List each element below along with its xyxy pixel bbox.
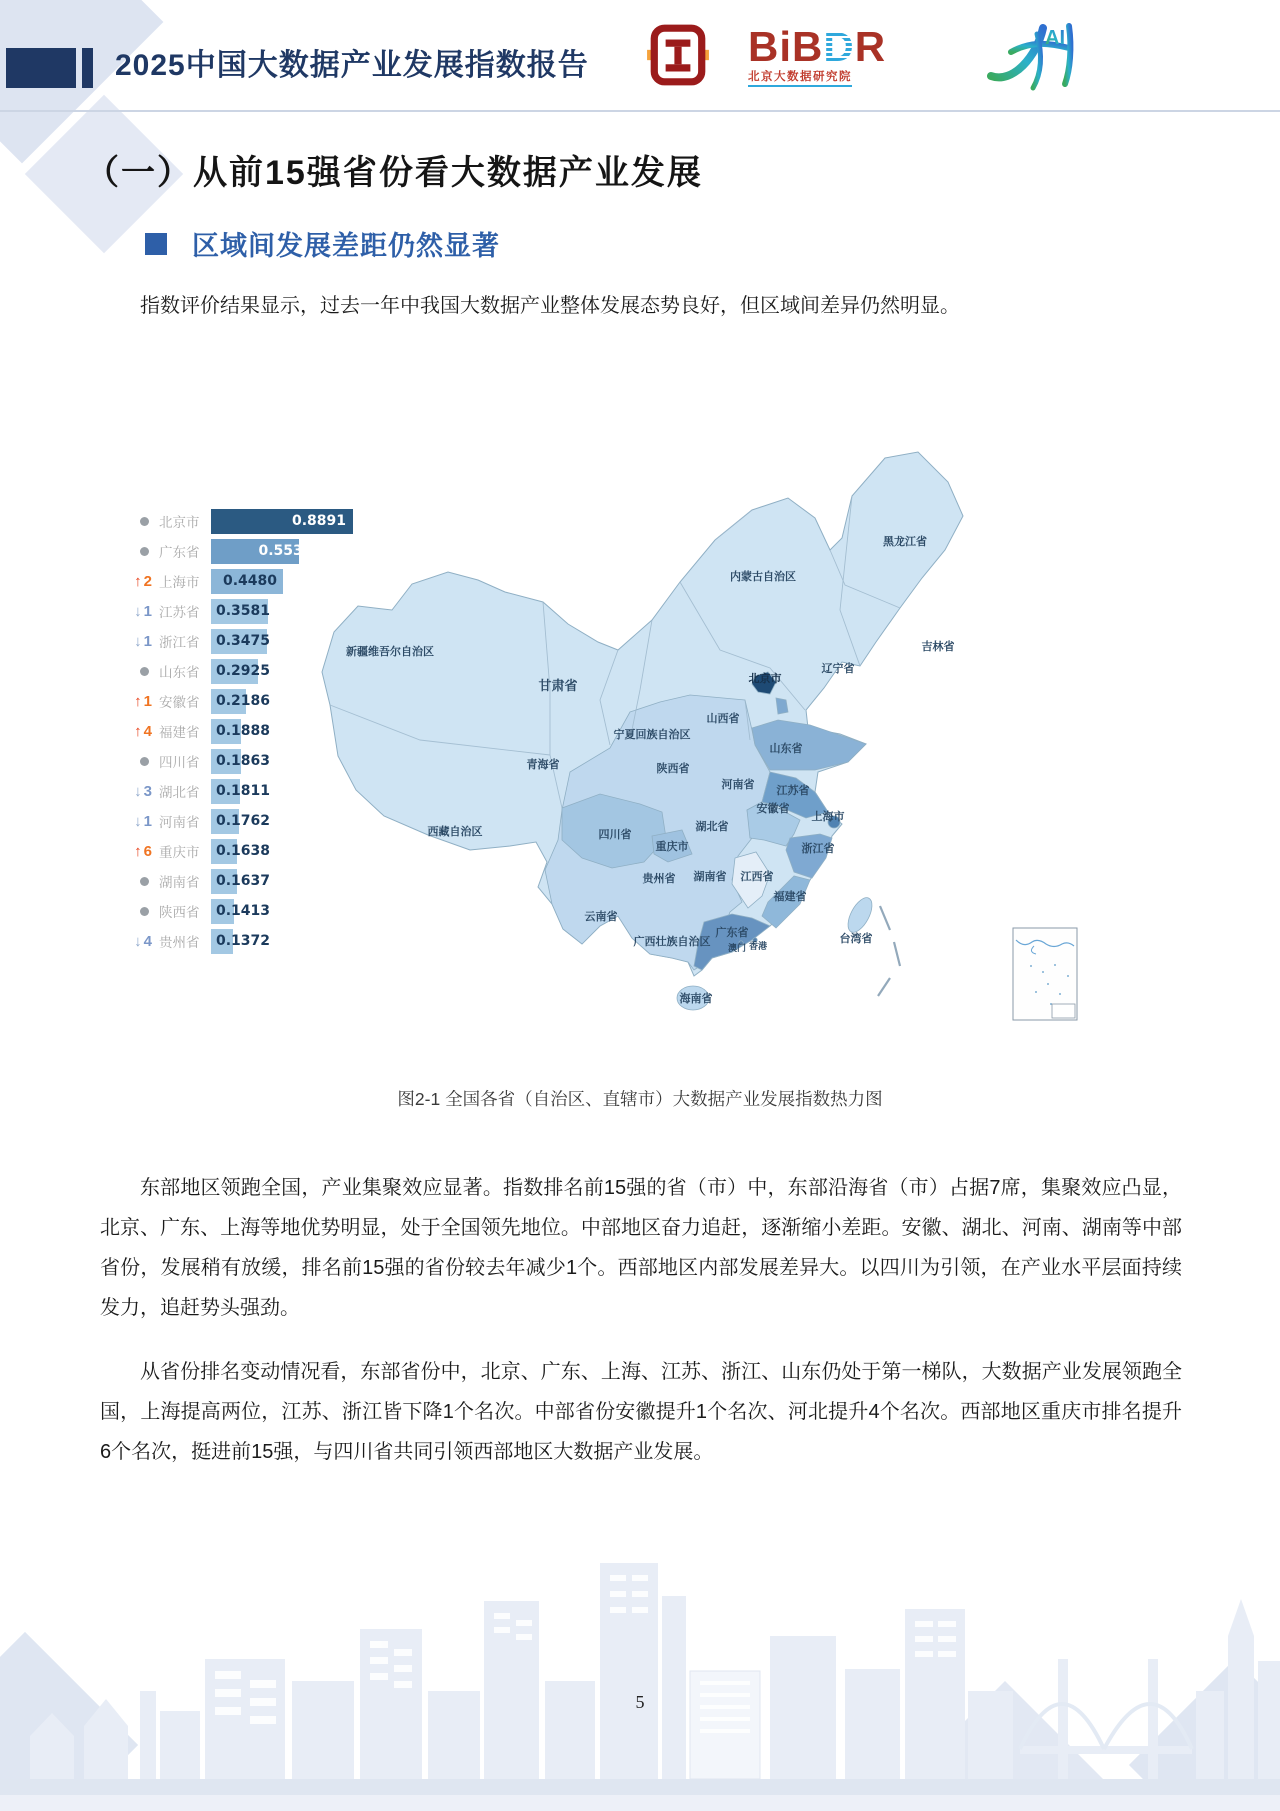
rank-change-indicator xyxy=(100,783,152,800)
section-heading: （一）从前15强省份看大数据产业发展 xyxy=(85,154,703,192)
map-label: 广西壮族自治区 xyxy=(633,936,711,948)
index-value: 0.1413 xyxy=(216,903,271,919)
map-label: 新疆维吾尔自治区 xyxy=(346,646,434,658)
map-label: 重庆市 xyxy=(655,841,689,853)
rank-change-indicator xyxy=(100,933,152,950)
rank-down-arrow-icon: ↓ xyxy=(134,602,142,620)
map-label: 海南省 xyxy=(679,993,713,1005)
province-taiwan-island xyxy=(843,894,877,936)
map-label: 江苏省 xyxy=(776,785,810,797)
page-number: 5 xyxy=(635,1692,645,1712)
header-accent-block xyxy=(6,48,76,88)
map-label: 江西省 xyxy=(740,871,774,883)
figure-caption: 图2-1 全国各省（自治区、直辖市）大数据产业发展指数热力图 xyxy=(397,1089,883,1109)
rank-change-count: 1 xyxy=(143,692,152,710)
province-name: 四川省 xyxy=(159,755,200,770)
map-label: 上海市 xyxy=(811,811,845,823)
rank-change-count: 3 xyxy=(143,782,152,800)
map-label: 湖北省 xyxy=(695,821,729,833)
rank-change-indicator xyxy=(100,547,152,556)
south-china-sea-inset xyxy=(1013,928,1077,1020)
icbc-logo-icon xyxy=(645,22,711,88)
map-label: 山西省 xyxy=(706,713,740,725)
rank-change-indicator xyxy=(100,757,152,766)
index-value: 0.1762 xyxy=(216,813,271,829)
province-name: 广东省 xyxy=(159,545,200,560)
province-name: 贵州省 xyxy=(159,935,200,950)
blue-square-bullet-icon xyxy=(145,233,167,255)
map-label: 甘肃省 xyxy=(538,678,578,693)
bibdr-letter-d: D xyxy=(823,23,855,70)
rank-change-count: 4 xyxy=(143,722,152,740)
province-name: 陕西省 xyxy=(159,905,200,920)
map-label: 贵州省 xyxy=(642,873,676,885)
map-label: 山东省 xyxy=(769,743,803,755)
map-label: 湖南省 xyxy=(693,871,727,883)
rank-down-arrow-icon: ↓ xyxy=(134,632,142,650)
rank-change-count: 2 xyxy=(143,572,152,590)
rank-change-count: 1 xyxy=(143,632,152,650)
map-label: 浙江省 xyxy=(801,843,835,855)
rank-change-count: 4 xyxy=(143,932,152,950)
no-change-dot-icon xyxy=(140,877,149,886)
province-name: 上海市 xyxy=(159,575,200,590)
rank-change-indicator xyxy=(100,573,152,590)
bibdr-letters-bib: BiB xyxy=(748,23,824,70)
map-label: 台湾省 xyxy=(839,933,873,945)
rank-change-indicator xyxy=(100,877,152,886)
index-value: 0.1888 xyxy=(216,723,271,739)
index-value: 0.4480 xyxy=(223,573,278,589)
ai-logo-text: AI xyxy=(1045,27,1065,49)
rank-change-indicator xyxy=(100,813,152,830)
rank-up-arrow-icon: ↑ xyxy=(134,572,142,590)
china-heatmap xyxy=(300,410,1100,1040)
paragraph-1: 指数评价结果显示，过去一年中我国大数据产业整体发展态势良好，但区域间差异仍然明显。 xyxy=(140,295,960,317)
index-value: 0.2186 xyxy=(216,693,271,709)
province-name: 福建省 xyxy=(159,725,200,740)
ai-brush-logo xyxy=(985,12,1085,102)
map-label: 北京市 xyxy=(748,673,782,685)
rank-down-arrow-icon: ↓ xyxy=(134,812,142,830)
no-change-dot-icon xyxy=(140,667,149,676)
map-label: 内蒙古自治区 xyxy=(730,571,796,583)
no-change-dot-icon xyxy=(140,517,149,526)
index-value: 0.2925 xyxy=(216,663,271,679)
map-label: 陕西省 xyxy=(656,763,690,775)
center-white-building xyxy=(690,1671,760,1779)
no-change-dot-icon xyxy=(140,547,149,556)
rank-change-indicator xyxy=(100,633,152,650)
index-value: 0.1811 xyxy=(216,783,271,799)
rank-change-count: 1 xyxy=(143,602,152,620)
map-label: 四川省 xyxy=(598,829,632,841)
province-name: 山东省 xyxy=(159,665,200,680)
province-name: 重庆市 xyxy=(159,845,200,860)
report-title: 2025中国大数据产业发展指数报告 xyxy=(115,49,589,82)
province-name: 安徽省 xyxy=(159,695,200,710)
paragraph-2: 东部地区领跑全国，产业集聚效应显著。指数排名前15强的省（市）中，东部沿海省（市）占据7席，集聚效应凸显，北京、广东、上海等地优势明显，处于全国领先地位。中部地区奋力追赶，逐渐缩小差距。安徽、湖北、河南、湖南等中部省份，发展稍有放缓，排名前15强的省份较去年减少1个。西部地区内部发展差异大。以四川为引领，在产业水平层面持续发力，追赶势头强劲。 xyxy=(100,1177,1182,1319)
header-accent-bar xyxy=(82,48,93,88)
index-value: 0.3581 xyxy=(216,603,271,619)
bibdr-letter-r: R xyxy=(854,23,887,70)
map-label: 广东省 xyxy=(715,927,749,939)
province-name: 北京市 xyxy=(159,515,200,530)
province-name: 江苏省 xyxy=(159,605,200,620)
map-label: 西藏自治区 xyxy=(427,826,483,838)
rank-down-arrow-icon: ↓ xyxy=(134,782,142,800)
subsection-row xyxy=(145,224,500,263)
rank-change-indicator xyxy=(100,723,152,740)
rank-down-arrow-icon: ↓ xyxy=(134,932,142,950)
rank-change-indicator xyxy=(100,517,152,526)
map-label: 青海省 xyxy=(526,759,560,771)
bibdr-logo-subtext: 北京大数据研究院 xyxy=(748,72,852,87)
province-name: 湖南省 xyxy=(159,875,200,890)
map-label: 河南省 xyxy=(721,779,755,791)
ground-band xyxy=(0,1779,1280,1795)
map-label: 香港 xyxy=(748,941,768,951)
bibdr-logo-text xyxy=(748,23,886,70)
index-value: 0.3475 xyxy=(216,633,271,649)
header-divider xyxy=(0,110,1280,112)
no-change-dot-icon xyxy=(140,757,149,766)
province-tianjin xyxy=(776,698,788,714)
map-label: 云南省 xyxy=(584,911,618,923)
rank-change-count: 1 xyxy=(143,812,152,830)
rank-change-indicator xyxy=(100,907,152,916)
dash-line-segments xyxy=(878,906,900,996)
index-value: 0.1863 xyxy=(216,753,271,769)
index-value: 0.8891 xyxy=(291,513,346,529)
bibdr-logo xyxy=(748,23,963,88)
map-label: 吉林省 xyxy=(921,641,955,653)
map-label: 福建省 xyxy=(773,891,807,903)
rank-change-indicator xyxy=(100,843,152,860)
rank-change-indicator xyxy=(100,603,152,620)
rank-change-count: 6 xyxy=(143,842,152,860)
subsection-title: 区域间发展差距仍然显著 xyxy=(192,231,500,261)
city-skyline-decoration xyxy=(0,1541,1280,1811)
map-label: 安徽省 xyxy=(756,803,790,815)
map-label: 宁夏回族自治区 xyxy=(613,729,691,741)
index-value: 0.5536 xyxy=(258,543,313,559)
index-value: 0.1637 xyxy=(216,873,271,889)
index-value: 0.1372 xyxy=(216,933,271,949)
index-value: 0.1638 xyxy=(216,843,271,859)
rank-change-indicator xyxy=(100,667,152,676)
rank-change-indicator xyxy=(100,693,152,710)
ground-band-light xyxy=(0,1795,1280,1811)
map-label: 辽宁省 xyxy=(821,663,855,675)
rank-up-arrow-icon: ↑ xyxy=(134,692,142,710)
map-label: 黑龙江省 xyxy=(883,536,927,548)
province-name: 河南省 xyxy=(159,815,200,830)
no-change-dot-icon xyxy=(140,907,149,916)
rank-up-arrow-icon: ↑ xyxy=(134,842,142,860)
province-name: 湖北省 xyxy=(159,785,200,800)
rank-up-arrow-icon: ↑ xyxy=(134,722,142,740)
map-label: 澳门 xyxy=(727,943,747,953)
province-name: 浙江省 xyxy=(159,635,200,650)
paragraph-3: 从省份排名变动情况看，东部省份中，北京、广东、上海、江苏、浙江、山东仍处于第一梯队，大数据产业发展领跑全国，上海提高两位，江苏、浙江皆下降1个名次。中部省份安徽提升1个名次、河北提升4个名次。西部地区重庆市排名提升6个名次，挺进前15强，与四川省共同引领西部地区大数据产业发展。 xyxy=(100,1361,1182,1463)
